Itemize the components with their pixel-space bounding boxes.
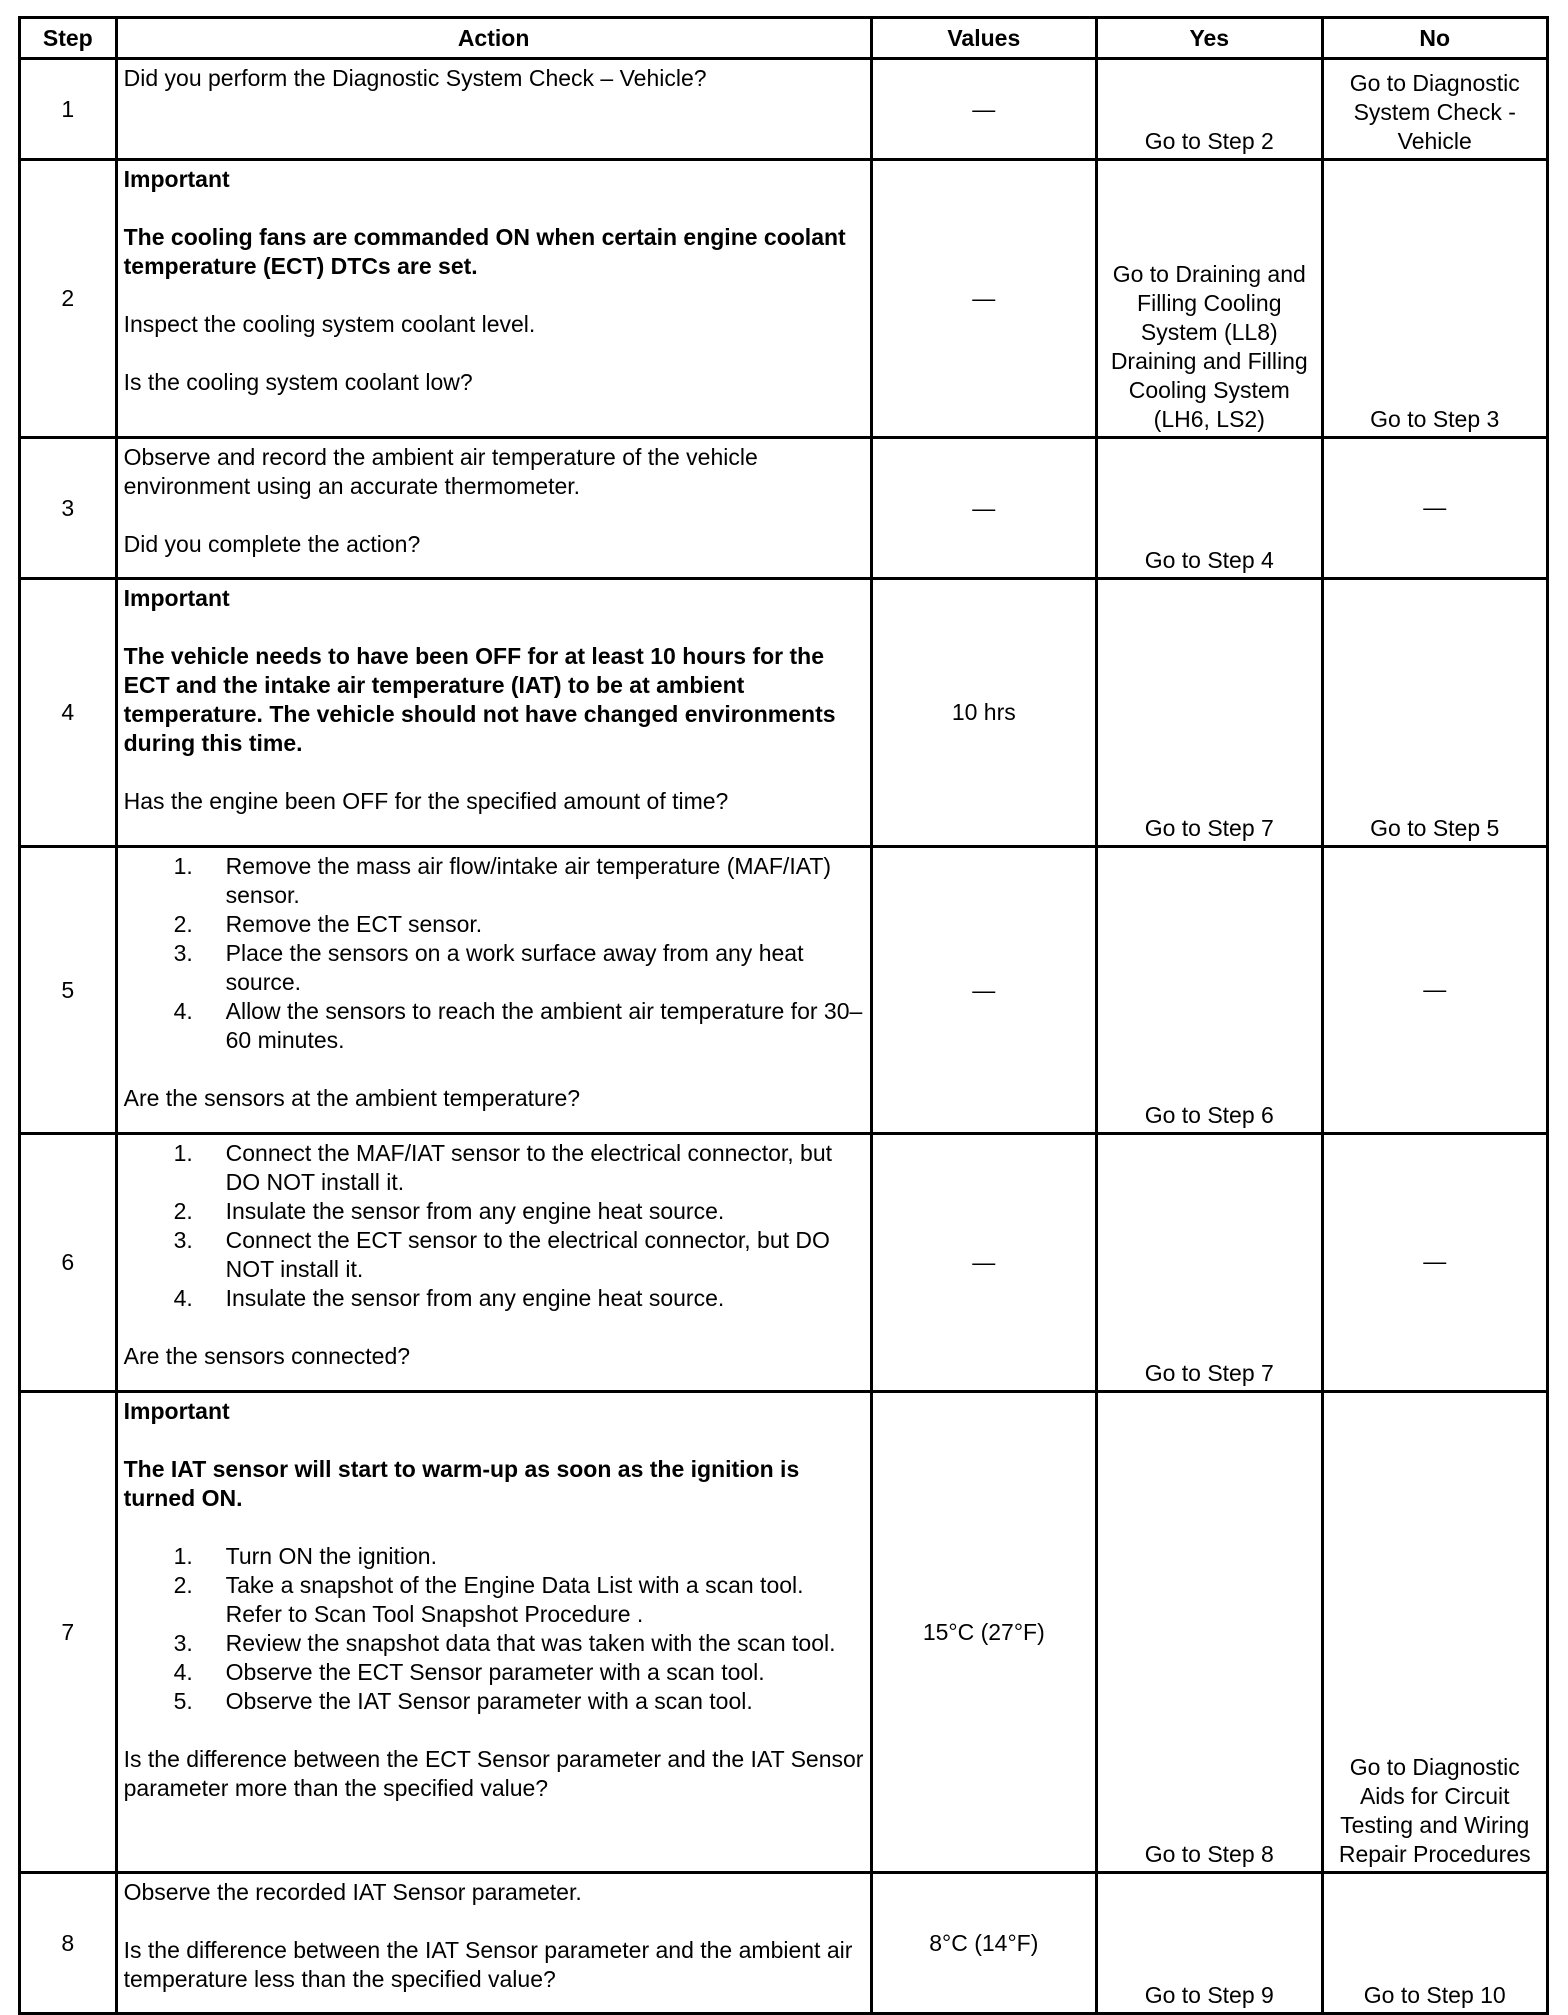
values-cell: — (871, 59, 1096, 160)
list-item: 4. Allow the sensors to reach the ambient air temperature for 30–60 minutes. (173, 998, 863, 1053)
no-cell: Go to Diagnostic System Check - Vehicle (1322, 59, 1548, 160)
list-item: 5. Observe the IAT Sensor parameter with a scan tool. (173, 1688, 753, 1714)
action-text: Observe the recorded IAT Sensor parameter. (123, 1879, 582, 1905)
table-row (20, 1392, 1548, 1873)
action-question: Are the sensors connected? (123, 1343, 411, 1369)
list-item: 3. Connect the ECT sensor to the electrical connector, but DO NOT install it. (173, 1227, 830, 1282)
list-item: 2. Remove the ECT sensor. (173, 911, 483, 937)
no-cell: Go to Step 5 (1322, 579, 1548, 847)
action-question: Is the difference between the IAT Sensor parameter and the ambient air temperature less than the specified value? (123, 1937, 853, 1992)
table-row (20, 160, 1548, 438)
step-number: 8 (20, 1873, 117, 2014)
table-row (20, 1134, 1548, 1392)
list-item: 4. Observe the ECT Sensor parameter with a scan tool. (173, 1659, 765, 1685)
action-question: Has the engine been OFF for the specified amount of time? (123, 788, 729, 814)
header-step: Step (20, 18, 117, 59)
action-cell (116, 438, 871, 579)
step-number: 3 (20, 438, 117, 579)
no-cell: Go to Step 3 (1322, 160, 1548, 438)
procedure-list (124, 1139, 864, 1313)
table-row (20, 438, 1548, 579)
list-item: 4. Insulate the sensor from any engine heat source. (173, 1285, 725, 1311)
diagnostic-table (18, 16, 1549, 2015)
no-cell: — (1322, 1134, 1548, 1392)
header-action: Action (116, 18, 871, 59)
list-item: 1. Remove the mass air flow/intake air temperature (MAF/IAT) sensor. (173, 853, 832, 908)
action-question: Is the cooling system coolant low? (123, 369, 473, 395)
important-label: Important (123, 166, 230, 192)
list-item: 2. Insulate the sensor from any engine heat source. (173, 1198, 725, 1224)
action-cell (116, 1134, 871, 1392)
no-cell: — (1322, 438, 1548, 579)
important-text: The IAT sensor will start to warm-up as soon as the ignition is turned ON. (123, 1456, 800, 1511)
yes-cell: Go to Step 6 (1097, 847, 1322, 1134)
step-number: 6 (20, 1134, 117, 1392)
header-values: Values (871, 18, 1096, 59)
list-item: 1. Turn ON the ignition. (173, 1543, 437, 1569)
values-cell: — (871, 438, 1096, 579)
table-row (20, 59, 1548, 160)
procedure-list (124, 852, 864, 1055)
no-cell: — (1322, 847, 1548, 1134)
header-no: No (1322, 18, 1548, 59)
values-cell: 15°C (27°F) (871, 1392, 1096, 1873)
yes-cell: Go to Step 7 (1097, 579, 1322, 847)
action-cell (116, 59, 871, 160)
action-question: Did you perform the Diagnostic System Check – Vehicle? (123, 65, 707, 91)
step-number: 5 (20, 847, 117, 1134)
table-header-row (20, 18, 1548, 59)
list-item: 1. Connect the MAF/IAT sensor to the electrical connector, but DO NOT install it. (173, 1140, 833, 1195)
action-text: Observe and record the ambient air temperature of the vehicle environment using an accurate thermometer. (123, 444, 758, 499)
table-row (20, 579, 1548, 847)
action-text: Inspect the cooling system coolant level. (123, 311, 536, 337)
list-item: 3. Place the sensors on a work surface away from any heat source. (173, 940, 804, 995)
action-question: Are the sensors at the ambient temperature? (123, 1085, 581, 1111)
yes-cell: Go to Step 4 (1097, 438, 1322, 579)
important-label: Important (123, 1398, 230, 1424)
table-row (20, 1873, 1548, 2014)
values-cell: — (871, 160, 1096, 438)
important-text: The vehicle needs to have been OFF for at least 10 hours for the ECT and the intake air temperature (IAT) to be at ambient temperature. The vehicle should not have changed environments during this time. (123, 643, 836, 756)
list-item: 3. Review the snapshot data that was taken with the scan tool. (173, 1630, 836, 1656)
step-number: 7 (20, 1392, 117, 1873)
yes-cell: Go to Step 9 (1097, 1873, 1322, 2014)
step-number: 2 (20, 160, 117, 438)
no-cell: Go to Step 10 (1322, 1873, 1548, 2014)
action-question: Did you complete the action? (123, 531, 421, 557)
yes-cell: Go to Step 8 (1097, 1392, 1322, 1873)
step-number: 1 (20, 59, 117, 160)
action-cell (116, 847, 871, 1134)
no-cell: Go to Diagnostic Aids for Circuit Testing and Wiring Repair Procedures (1322, 1392, 1548, 1873)
important-text: The cooling fans are commanded ON when certain engine coolant temperature (ECT) DTCs are set. (123, 224, 846, 279)
action-question: Is the difference between the ECT Sensor parameter and the IAT Sensor parameter more than the specified value? (123, 1746, 864, 1801)
values-cell: 8°C (14°F) (871, 1873, 1096, 2014)
yes-cell: Go to Step 7 (1097, 1134, 1322, 1392)
header-yes: Yes (1097, 18, 1322, 59)
values-cell: — (871, 1134, 1096, 1392)
action-cell (116, 160, 871, 438)
list-item: 2. Take a snapshot of the Engine Data List with a scan tool. Refer to Scan Tool Snapshot Procedure . (173, 1572, 804, 1627)
values-cell: 10 hrs (871, 579, 1096, 847)
important-label: Important (123, 585, 230, 611)
table-row (20, 847, 1548, 1134)
step-number: 4 (20, 579, 117, 847)
action-cell (116, 1873, 871, 2014)
yes-cell: Go to Step 2 (1097, 59, 1322, 160)
procedure-list (124, 1542, 864, 1716)
yes-cell: Go to Draining and Filling Cooling System (LL8) Draining and Filling Cooling System (LH6, LS2) (1097, 160, 1322, 438)
values-cell: — (871, 847, 1096, 1134)
action-cell (116, 1392, 871, 1873)
action-cell (116, 579, 871, 847)
